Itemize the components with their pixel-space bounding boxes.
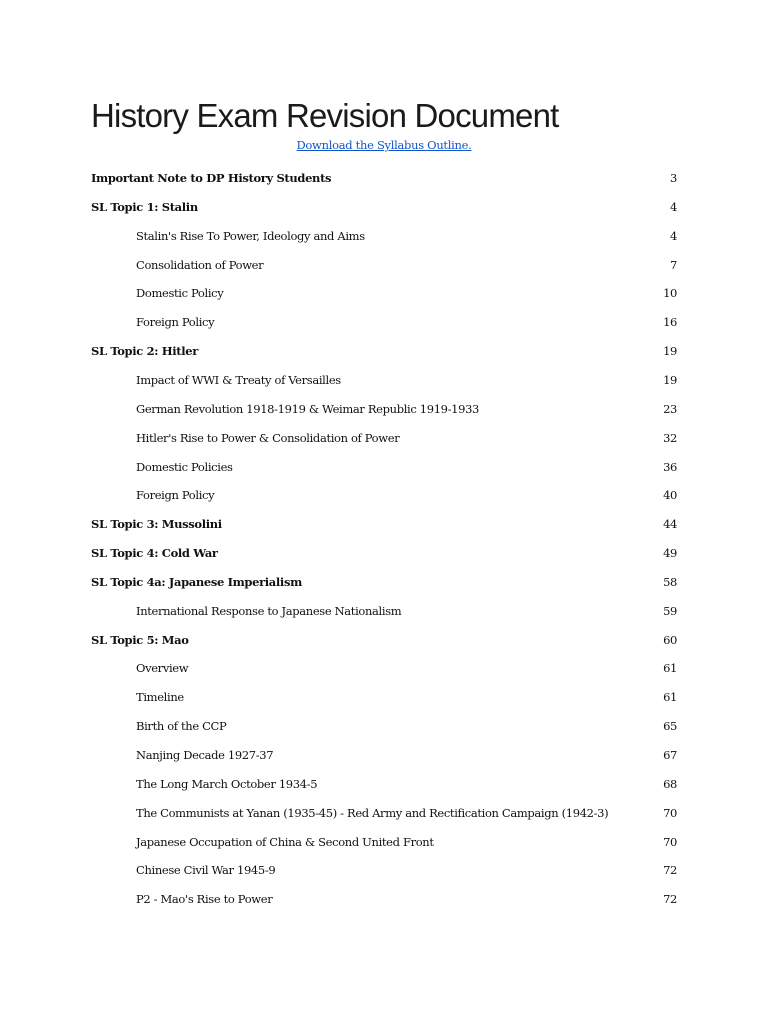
toc-entry-label: P2 - Mao's Rise to Power	[136, 892, 273, 906]
toc-section-heading[interactable]	[0, 543, 768, 563]
toc-section-heading[interactable]	[0, 514, 768, 534]
toc-page-number: 49	[663, 546, 677, 560]
toc-page-number: 4	[670, 229, 677, 243]
toc-page-number: 16	[663, 315, 677, 329]
toc-page-number: 65	[663, 719, 677, 733]
toc-entry-label: Consolidation of Power	[136, 258, 264, 272]
toc-page-number: 7	[670, 258, 677, 272]
toc-entry-label: Domestic Policy	[136, 286, 224, 300]
toc-page-number: 19	[663, 344, 677, 358]
toc-page-number: 70	[663, 806, 677, 820]
toc-entry-label: Important Note to DP History Students	[91, 171, 332, 185]
toc-entry[interactable]	[0, 255, 768, 275]
toc-page-number: 72	[663, 892, 677, 906]
toc-entry[interactable]	[0, 457, 768, 477]
toc-section-heading[interactable]	[0, 341, 768, 361]
toc-page-number: 58	[663, 575, 677, 589]
toc-page-number: 36	[663, 460, 677, 474]
toc-page-number: 60	[663, 633, 677, 647]
toc-entry[interactable]	[0, 832, 768, 852]
toc-entry-label: Japanese Occupation of China & Second United Front	[136, 835, 434, 849]
toc-section-heading[interactable]	[0, 572, 768, 592]
toc-entry[interactable]	[0, 803, 768, 823]
toc-entry-label: International Response to Japanese Nationalism	[136, 604, 402, 618]
toc-entry-label: Foreign Policy	[136, 488, 215, 502]
toc-entry-label: Timeline	[136, 690, 184, 704]
toc-page-number: 40	[663, 488, 677, 502]
toc-entry-label: Impact of WWI & Treaty of Versailles	[136, 373, 341, 387]
page-title: History Exam Revision Document	[91, 97, 559, 134]
toc-entry[interactable]	[0, 485, 768, 505]
toc-entry-label: Nanjing Decade 1927-37	[136, 748, 274, 762]
toc-entry-label: SL Topic 4a: Japanese Imperialism	[91, 575, 302, 589]
toc-page-number: 67	[663, 748, 677, 762]
toc-entry[interactable]	[0, 889, 768, 909]
toc-section-heading[interactable]	[0, 630, 768, 650]
toc-page-number: 19	[663, 373, 677, 387]
toc-entry[interactable]	[0, 601, 768, 621]
toc-entry[interactable]	[0, 370, 768, 390]
toc-page-number: 3	[670, 171, 677, 185]
toc-page-number: 44	[663, 517, 677, 531]
toc-entry-label: SL Topic 4: Cold War	[91, 546, 218, 560]
toc-page-number: 32	[663, 431, 677, 445]
toc-section-heading[interactable]	[0, 197, 768, 217]
toc-page-number: 4	[670, 200, 677, 214]
toc-page-number: 23	[663, 402, 677, 416]
toc-page-number: 72	[663, 863, 677, 877]
toc-entry-label: Overview	[136, 661, 189, 675]
toc-entry[interactable]	[0, 658, 768, 678]
toc-entry-label: The Long March October 1934-5	[136, 777, 318, 791]
toc-entry[interactable]	[0, 716, 768, 736]
toc-page-number: 10	[663, 286, 677, 300]
toc-page-number: 70	[663, 835, 677, 849]
toc-entry[interactable]	[0, 226, 768, 246]
toc-entry[interactable]	[0, 428, 768, 448]
toc-page-number: 61	[663, 690, 677, 704]
toc-entry-label: German Revolution 1918-1919 & Weimar Republic 1919-1933	[136, 402, 480, 416]
toc-entry-label: Birth of the CCP	[136, 719, 227, 733]
toc-entry[interactable]	[0, 774, 768, 794]
syllabus-download-link[interactable]: Download the Syllabus Outline.	[296, 138, 472, 152]
toc-entry-label: The Communists at Yanan (1935-45) - Red Army and Rectification Campaign (1942-3)	[136, 806, 609, 820]
toc-entry-label: SL Topic 3: Mussolini	[91, 517, 222, 531]
toc-entry-label: Hitler's Rise to Power & Consolidation of Power	[136, 431, 400, 445]
toc-entry-label: Chinese Civil War 1945-9	[136, 863, 276, 877]
toc-entry-label: Foreign Policy	[136, 315, 215, 329]
toc-entry[interactable]	[0, 860, 768, 880]
toc-section-heading[interactable]	[0, 168, 768, 188]
toc-page-number: 68	[663, 777, 677, 791]
toc-entry-label: SL Topic 1: Stalin	[91, 200, 198, 214]
toc-entry[interactable]	[0, 399, 768, 419]
toc-entry[interactable]	[0, 745, 768, 765]
toc-entry[interactable]	[0, 283, 768, 303]
toc-entry-label: Domestic Policies	[136, 460, 233, 474]
toc-page-number: 59	[663, 604, 677, 618]
toc-entry-label: Stalin's Rise To Power, Ideology and Aims	[136, 229, 365, 243]
toc-entry[interactable]	[0, 312, 768, 332]
toc-entry-label: SL Topic 2: Hitler	[91, 344, 198, 358]
toc-page-number: 61	[663, 661, 677, 675]
toc-entry[interactable]	[0, 687, 768, 707]
toc-entry-label: SL Topic 5: Mao	[91, 633, 189, 647]
